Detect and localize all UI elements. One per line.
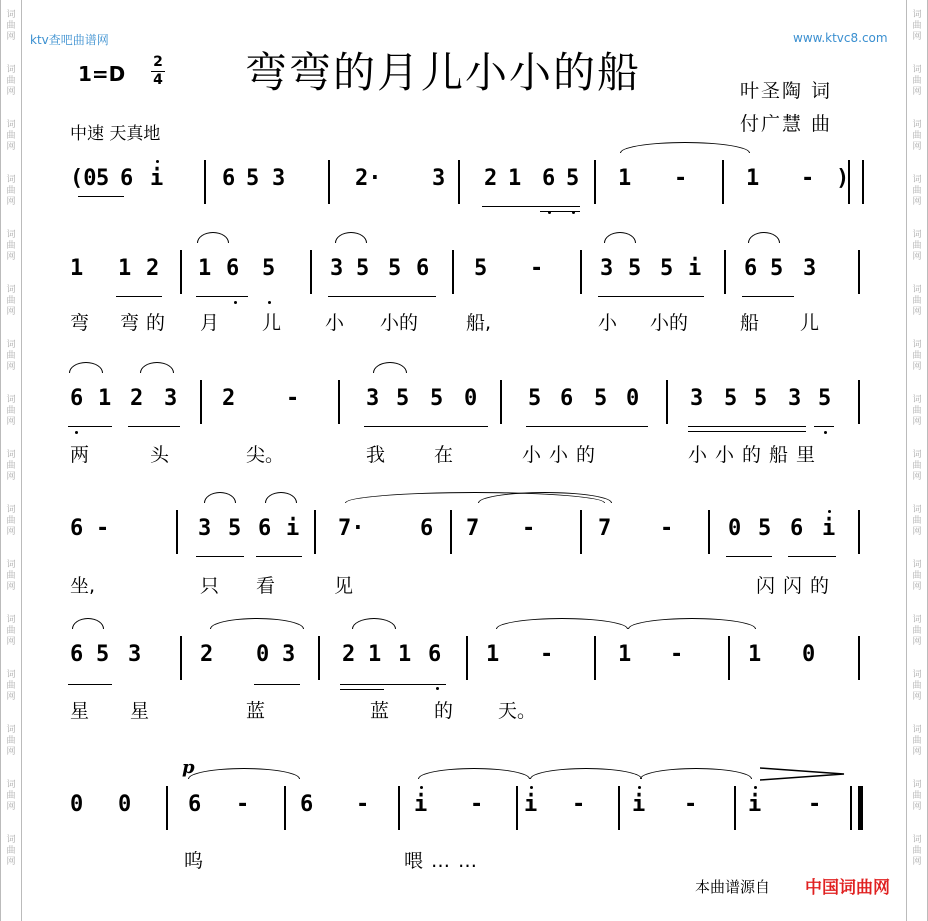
note: 3 [600, 256, 614, 281]
note: - [470, 792, 484, 817]
note: 5 [594, 386, 608, 411]
note: 6 [258, 516, 272, 541]
note: 0 [802, 642, 816, 667]
lyric: 的 [434, 700, 454, 722]
dot-above [420, 786, 423, 789]
lyric: 船, [466, 312, 492, 334]
barline [580, 250, 582, 294]
barline [594, 160, 596, 204]
note: 3 [690, 386, 704, 411]
note: 2 [200, 642, 214, 667]
note: 1 [368, 642, 382, 667]
watermark-right: www.ktvc8.com [793, 31, 888, 45]
note: 3 [164, 386, 178, 411]
note: 0 [626, 386, 640, 411]
note: 5 [566, 166, 580, 191]
note: 5 [96, 642, 110, 667]
lyric: 船 [740, 312, 760, 334]
left-margin-strip: 词 曲 网 词 曲 网 词 曲 网 词 曲 网 词 曲 网 词 曲 网 词 曲 网 词 曲 网 词 曲 网 词 曲 网 词 曲 网 词 曲 网 词 曲 网 词 曲 网 词 曲 网 词 曲 网 [0, 0, 22, 921]
underline [78, 196, 124, 197]
note: 2· [355, 166, 382, 191]
note: (0 [70, 166, 97, 191]
barline [176, 510, 178, 554]
slur [620, 142, 750, 153]
time-signature [150, 54, 166, 89]
key-signature: 1=D [78, 62, 126, 86]
underline [688, 426, 806, 427]
note: 6 [744, 256, 758, 281]
note: i [688, 256, 702, 281]
note: - [356, 792, 370, 817]
lyric: 蓝 [370, 700, 390, 722]
underline [364, 426, 488, 427]
lyric: 的 [146, 312, 166, 334]
lyric: 在 [434, 444, 454, 466]
slur [197, 232, 229, 243]
lyric: 闪闪的 [756, 575, 838, 597]
barline [580, 510, 582, 554]
underline [116, 296, 162, 297]
slur [530, 768, 642, 779]
note: 1 [398, 642, 412, 667]
note: 1 [98, 386, 112, 411]
lyric: 小小的船里 [688, 444, 824, 466]
note: 3 [282, 642, 296, 667]
note: 5 [660, 256, 674, 281]
note: 5 [228, 516, 242, 541]
lyric: 喂…… [404, 850, 486, 872]
note: 6 [188, 792, 202, 817]
note: 3 [330, 256, 344, 281]
dot-below [436, 687, 439, 690]
note: 5 [770, 256, 784, 281]
note: 1 [748, 642, 762, 667]
note: 6 [542, 166, 556, 191]
final-barline [850, 786, 852, 830]
note: - [660, 516, 674, 541]
note: 3 [128, 642, 142, 667]
lyric: 星 [70, 700, 90, 722]
underline [328, 296, 436, 297]
barline [200, 380, 202, 424]
note: 6 [70, 386, 84, 411]
note: i [632, 792, 646, 817]
note: 0 [70, 792, 84, 817]
time-bottom: 4 [153, 72, 163, 88]
note: - [572, 792, 586, 817]
slur [352, 618, 396, 629]
note: 7· [338, 516, 365, 541]
decrescendo-hairpin [760, 764, 850, 788]
lyricist: 叶圣陶 词 [740, 80, 833, 102]
barline [724, 250, 726, 294]
underline [68, 684, 112, 685]
barline [618, 786, 620, 830]
note: 5 [96, 166, 110, 191]
note: 6 [416, 256, 430, 281]
slur [335, 232, 367, 243]
note: 1 [118, 256, 132, 281]
slur [265, 492, 297, 503]
dot-above [828, 510, 831, 513]
note: 2 [342, 642, 356, 667]
barline [338, 380, 340, 424]
note: 1 [508, 166, 522, 191]
lyric: 头 [150, 444, 170, 466]
slur [604, 232, 636, 243]
note: 3 [198, 516, 212, 541]
note: 6 [120, 166, 134, 191]
lyric: 坐, [70, 575, 96, 597]
note: 6 [222, 166, 236, 191]
note: 6 [70, 642, 84, 667]
note: - [684, 792, 698, 817]
note: i [286, 516, 300, 541]
lyric: 月 [200, 312, 220, 334]
lyric: 小的 [650, 312, 689, 334]
underline [726, 556, 772, 557]
note: - [530, 256, 544, 281]
note: 5 [818, 386, 832, 411]
note: 3 [788, 386, 802, 411]
barline [708, 510, 710, 554]
slur [628, 618, 756, 629]
note: 1 [618, 166, 632, 191]
note: 5 [758, 516, 772, 541]
underline [68, 426, 112, 427]
note: 2 [484, 166, 498, 191]
slur [72, 618, 104, 629]
barline [166, 786, 168, 830]
note: - [674, 166, 688, 191]
note: 7 [598, 516, 612, 541]
dot-above [530, 786, 533, 789]
note: 3 [272, 166, 286, 191]
barline [862, 160, 864, 204]
note: 2 [130, 386, 144, 411]
note: - [522, 516, 536, 541]
note: 6 [428, 642, 442, 667]
barline [310, 250, 312, 294]
lyric: 只 [200, 575, 220, 597]
note: 5 [474, 256, 488, 281]
note: 5 [388, 256, 402, 281]
time-top: 2 [153, 54, 163, 70]
note: 3 [432, 166, 446, 191]
note: i [748, 792, 762, 817]
song-title: 弯弯的月儿小小的船 [245, 48, 642, 97]
lyric: 星 [130, 700, 150, 722]
barline [594, 636, 596, 680]
underline [196, 556, 244, 557]
note: 6 [226, 256, 240, 281]
slur [204, 492, 236, 503]
note: 1 [486, 642, 500, 667]
barline [728, 636, 730, 680]
note: 3 [366, 386, 380, 411]
underline [814, 426, 834, 427]
note: 6 [560, 386, 574, 411]
lyric: 呜 [184, 850, 204, 872]
barline [466, 636, 468, 680]
note: i [524, 792, 538, 817]
lyric: 小小的 [522, 444, 604, 466]
dot-below [572, 211, 575, 214]
note: 5 [246, 166, 260, 191]
note: 5 [528, 386, 542, 411]
lyric: 我 [366, 444, 386, 466]
underline [128, 426, 180, 427]
barline [734, 786, 736, 830]
lyric: 小 [598, 312, 618, 334]
slur [210, 618, 304, 629]
barline [328, 160, 330, 204]
note: - [96, 516, 110, 541]
note: ) [836, 166, 850, 191]
note: 2 [222, 386, 236, 411]
note: - [540, 642, 554, 667]
dot-below [234, 301, 237, 304]
lyric: 两 [70, 444, 90, 466]
note: 5 [754, 386, 768, 411]
dot-above [156, 160, 159, 163]
underline [256, 556, 302, 557]
slur [418, 768, 530, 779]
barline [180, 250, 182, 294]
note: 5 [430, 386, 444, 411]
note: - [236, 792, 250, 817]
slur [496, 618, 628, 629]
dot-above [754, 786, 757, 789]
barline [314, 510, 316, 554]
note: 5 [628, 256, 642, 281]
barline [858, 636, 860, 680]
barline [458, 160, 460, 204]
lyric: 蓝 [246, 700, 266, 722]
dynamic-marking: p [182, 757, 195, 778]
note: 5 [356, 256, 370, 281]
slur [69, 362, 103, 373]
note: - [670, 642, 684, 667]
underline [482, 206, 580, 207]
note: 6 [70, 516, 84, 541]
source-site: 中国词曲网 [805, 878, 890, 898]
lyric: 见 [334, 575, 354, 597]
note: 0 [728, 516, 742, 541]
underline [742, 296, 794, 297]
barline [284, 786, 286, 830]
lyric: 天。 [498, 700, 537, 722]
underline [340, 684, 446, 685]
note: 0 [118, 792, 132, 817]
barline [204, 160, 206, 204]
barline [722, 160, 724, 204]
note: 1 [618, 642, 632, 667]
barline [516, 786, 518, 830]
note: 3 [803, 256, 817, 281]
watermark-left: ktv查吧曲谱网 [30, 33, 109, 47]
lyric: 弯 [70, 312, 90, 334]
note: 5 [396, 386, 410, 411]
lyric: 儿 [262, 312, 282, 334]
note: i [150, 166, 164, 191]
lyric: 尖。 [246, 444, 285, 466]
slur [188, 768, 300, 779]
barline [452, 250, 454, 294]
barline [450, 510, 452, 554]
barline [318, 636, 320, 680]
barline [500, 380, 502, 424]
dot-above [638, 786, 641, 789]
note: 0 [256, 642, 270, 667]
underline [526, 426, 648, 427]
note: 6 [420, 516, 434, 541]
lyric: 看 [256, 575, 276, 597]
lyric: 弯 [120, 312, 140, 334]
slur [373, 362, 407, 373]
barline [858, 250, 860, 294]
note: 1 [746, 166, 760, 191]
note: 2 [146, 256, 160, 281]
dot-below [268, 301, 271, 304]
underline [254, 684, 300, 685]
barline [858, 786, 863, 830]
note: - [286, 386, 300, 411]
barline [666, 380, 668, 424]
slur [140, 362, 174, 373]
note: i [414, 792, 428, 817]
lyric: 小的 [380, 312, 419, 334]
slur [640, 768, 752, 779]
note: 1 [70, 256, 84, 281]
lyric: 小 [325, 312, 345, 334]
underline [788, 556, 836, 557]
note: i [822, 516, 836, 541]
underline [196, 296, 248, 297]
slur [748, 232, 780, 243]
note: 1 [198, 256, 212, 281]
tempo-marking: 中速 天真地 [70, 124, 161, 144]
barline [858, 510, 860, 554]
note: 5 [724, 386, 738, 411]
composer: 付广慧 曲 [740, 113, 833, 135]
barline [180, 636, 182, 680]
note: 6 [790, 516, 804, 541]
source-label: 本曲谱源自 [695, 878, 771, 896]
barline [858, 380, 860, 424]
note: - [801, 166, 815, 191]
underline [598, 296, 704, 297]
note: 7 [466, 516, 480, 541]
underline [688, 431, 806, 432]
dot-below [824, 431, 827, 434]
dot-below [75, 431, 78, 434]
underline [340, 689, 384, 690]
lyric: 儿 [800, 312, 820, 334]
barline [398, 786, 400, 830]
note: 5 [262, 256, 276, 281]
note: 6 [300, 792, 314, 817]
note: - [808, 792, 822, 817]
note: 0 [464, 386, 478, 411]
dot-below [548, 211, 551, 214]
right-margin-strip: 词 曲 网 词 曲 网 词 曲 网 词 曲 网 词 曲 网 词 曲 网 词 曲 网 词 曲 网 词 曲 网 词 曲 网 词 曲 网 词 曲 网 词 曲 网 词 曲 网 词 曲 网 词 曲 网 [906, 0, 928, 921]
